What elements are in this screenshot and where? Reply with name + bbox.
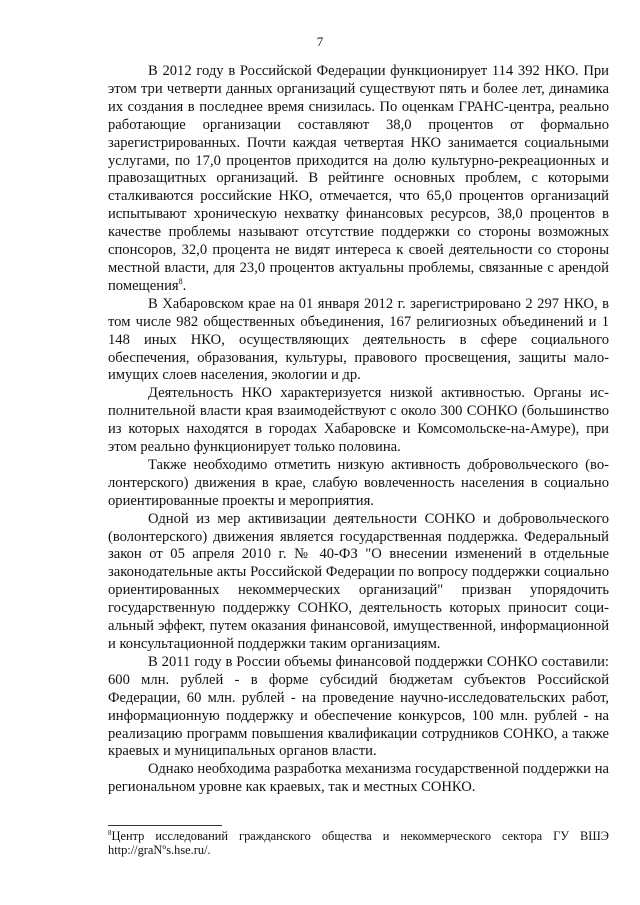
paragraph-volunteer-movement: Также необходимо отметить низкую активность добровольческого (волонтерского) движения в крае, слабую вовлеченность населения в социально ориентированные проекты и мероприятия. (108, 456, 609, 509)
body-text (108, 63, 609, 797)
paragraph-end-punctuation: . (182, 277, 187, 294)
paragraph-regional-mechanism: Однако необходима разработка механизма государственной поддержки на региональном уровне как краевых, так и местных СОНКО. (108, 761, 609, 796)
footnote-divider (108, 825, 222, 826)
paragraph-khabarovsk-registration: В Хабаровском крае на 01 января 2012 г. зарегистрировано 2 297 НКО, в том числе 982 общественных объединения, 167 религиозных объединений и 1 148 иных НКО, осуществляющих деятельность в сфере социального обеспечения, образования, культуры, правового просвещения, защиты малоимущих слоев населения, экологии и др. (108, 295, 609, 384)
paragraph-state-support: Одной из мер активизации деятельности СОНКО и добровольческого (волонтерского) движения является государственная поддержка. Федеральный закон от 05 апреля 2010 г. № 40-ФЗ "О внесении изменений в отдельные законодательные акты Российской Федерации по вопросу поддержки социально ориентированных некоммерческих организаций" призван упорядочить государственную поддержку СОНКО, деятельность которых приносит социальный эффект, путем оказания финансовой, имущественной, информационной и консультационной поддержки таким организациям. (108, 510, 609, 652)
paragraph-financial-support-2011: В 2011 году в России объемы финансовой поддержки СОНКО составили: 600 млн. рублей - в форме субсидий бюджетам субъектов Российской Федерации, 60 млн. рублей - на проведение научно-исследовательских работ, информационную поддержку и обеспечение конкурсов, 100 млн. рублей - на реализацию программ повышения квалификации сотрудников СОНКО, а также краевых и муниципальных органов власти. (108, 653, 609, 760)
footnote-reference: 8 (178, 277, 183, 287)
footnote (108, 829, 609, 857)
paragraph-low-activity: Деятельность НКО характеризуется низкой активностью. Органы исполнительной власти края взаимодействуют с около 300 СОНКО (большинство из которых находятся в городах Хабаровске и Комсомольске-на-Амуре), при этом реально функционирует только половина. (108, 385, 609, 456)
footnote-marker: 8 (108, 828, 112, 837)
paragraph-nko-statistics (108, 63, 609, 296)
page-number: 7 (316, 34, 324, 49)
footnote-text: Центр исследований гражданского общества и некоммерческого сектора ГУ ВШЭ http://graNºs.hse.ru/. (108, 829, 609, 857)
paragraph-text: В 2012 году в Российской Федерации функционирует 114 392 НКО. При этом три четверти данных организаций существуют пять и более лет, динамика их создания в последнее время снизилась. По оценкам ГРАНС-центра, реально работающие организации составляют 38,0 процентов от формально зарегистрированных. Почти каждая четвертая НКО занимается социальными услугами, по 17,0 процентов приходится на долю культурно-рекреационных и правозащитных организаций. В рейтинге основных проблем, с которыми сталкиваются российские НКО, отмечается, что 65,0 процентов организаций испытывают хроническую нехватку финансовых ресурсов, 38,0 процентов в качестве проблемы называют отсутствие поддержки со стороны возможных спонсоров, 32,0 процента не видят интереса к своей деятельности со стороны местной власти, для 23,0 процентов актуальны проблемы, связанные с арендой помещения (108, 63, 609, 294)
